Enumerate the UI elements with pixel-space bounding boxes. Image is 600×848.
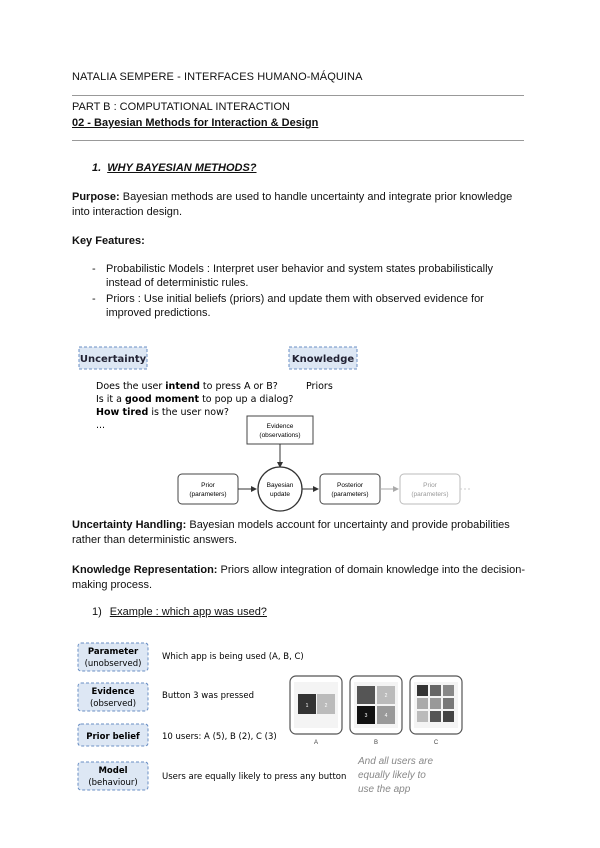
phone-c-button xyxy=(443,685,454,696)
phone-c-button xyxy=(443,698,454,709)
prior-belief-label: Prior belief xyxy=(86,732,140,742)
phone-b xyxy=(350,676,402,746)
svg-text:1: 1 xyxy=(305,703,309,709)
handwritten-note-line3: use the app xyxy=(358,784,411,795)
parameter-line1: Parameter xyxy=(87,647,139,657)
phone-b-button-1 xyxy=(357,686,375,704)
evidence-description: Button 3 was pressed xyxy=(162,691,254,701)
posterior-node-line1: Posterior xyxy=(336,482,364,489)
phone-c-button xyxy=(443,711,454,722)
question-ellipsis: ... xyxy=(96,420,106,431)
phone-a-label: A xyxy=(313,740,319,746)
next-prior-node xyxy=(400,474,460,504)
next-prior-line2: (parameters) xyxy=(411,491,449,498)
knowledge-representation-paragraph xyxy=(72,563,527,593)
phone-c-button xyxy=(417,711,428,722)
svg-text:2: 2 xyxy=(384,693,388,699)
parameter-description: Which app is being used (A, B, C) xyxy=(162,652,304,662)
question-1: Does the user intend to press A or B? xyxy=(96,381,278,392)
uncertainty-handling-paragraph xyxy=(72,518,527,548)
evidence-line2: (observed) xyxy=(89,699,137,709)
phone-c-label: C xyxy=(433,740,439,746)
handwritten-note-line1: And all users are xyxy=(358,756,434,767)
bayesian-update-diagram xyxy=(72,340,532,512)
app-example-diagram xyxy=(72,636,532,806)
knowledge-label: Knowledge xyxy=(291,354,355,365)
next-prior-line1: Prior xyxy=(423,482,437,489)
part-title: PART B : COMPUTATIONAL INTERACTION xyxy=(72,101,290,113)
question-3: How tired is the user now? xyxy=(96,407,229,418)
uncertainty-label: Uncertainty xyxy=(79,354,147,365)
question-2: Is it a good moment to pop up a dialog? xyxy=(96,394,294,405)
list-item: - Priors : Use initial beliefs (priors) and update them with observed evidence for improved predictions. xyxy=(92,293,484,319)
evidence-node xyxy=(247,416,313,444)
handwritten-note-line2: equally likely to xyxy=(358,770,426,781)
phone-a xyxy=(290,676,342,746)
key-features-list xyxy=(92,262,522,322)
prior-node-line2: (parameters) xyxy=(189,491,227,498)
phone-c-button xyxy=(417,698,428,709)
uncertainty-handling-text: Bayesian models account for uncertainty and provide probabilities rather than deterministic answers. xyxy=(72,519,510,546)
phone-b-label: B xyxy=(373,740,379,746)
svg-text:3: 3 xyxy=(364,713,368,719)
phone-c-button xyxy=(430,711,441,722)
phone-c xyxy=(410,676,462,746)
prior-node-line1: Prior xyxy=(201,482,215,489)
example-title: Example : which app was used? xyxy=(109,606,267,618)
header-divider xyxy=(72,95,524,96)
document-header: NATALIA SEMPERE - INTERFACES HUMANO-MÁQUINA xyxy=(72,71,363,83)
purpose-paragraph xyxy=(72,190,527,220)
purpose-label: Purpose: xyxy=(72,191,120,203)
evidence-line1: Evidence xyxy=(91,687,135,697)
knowledge-representation-text: Priors allow integration of domain knowledge into the decision-making process. xyxy=(72,564,526,591)
list-item-text: Priors : Use initial beliefs (priors) and update them with observed evidence for improved predictions. xyxy=(106,293,484,319)
section-title: WHY BAYESIAN METHODS? xyxy=(107,162,257,174)
phone-c-button xyxy=(417,685,428,696)
phone-c-button xyxy=(430,685,441,696)
svg-text:2: 2 xyxy=(324,703,328,709)
section-number: 1. xyxy=(92,162,102,174)
evidence-node-line2: (observations) xyxy=(259,432,301,439)
model-description: Users are equally likely to press any button xyxy=(162,772,347,782)
priors-text: Priors xyxy=(306,381,333,392)
prior-belief-description: 10 users: A (5), B (2), C (3) xyxy=(162,732,277,742)
title-divider xyxy=(72,140,524,141)
chapter-title: 02 - Bayesian Methods for Interaction & Design xyxy=(72,117,319,129)
phone-c-button xyxy=(430,698,441,709)
model-line2: (behaviour) xyxy=(88,778,138,788)
example-heading xyxy=(92,606,267,618)
parameter-line2: (unobserved) xyxy=(84,659,142,669)
prior-node xyxy=(178,474,238,504)
list-item-text: Probabilistic Models : Interpret user behavior and system states probabilistically instead of deterministic rules. xyxy=(106,263,494,289)
knowledge-representation-label: Knowledge Representation: xyxy=(72,564,218,576)
bayes-update-node xyxy=(258,467,302,511)
evidence-node-line1: Evidence xyxy=(266,423,294,430)
model-line1: Model xyxy=(98,766,128,776)
example-number: 1) xyxy=(92,606,102,618)
list-item: - Probabilistic Models : Interpret user behavior and system states probabilistically instead of deterministic rules. xyxy=(92,263,494,289)
posterior-node-line2: (parameters) xyxy=(331,491,369,498)
bayes-node-line1: Bayesian xyxy=(266,482,294,489)
section-heading xyxy=(92,162,257,174)
posterior-node xyxy=(320,474,380,504)
uncertainty-handling-label: Uncertainty Handling: xyxy=(72,519,187,531)
svg-text:4: 4 xyxy=(384,713,388,719)
bayes-node-line2: update xyxy=(270,491,290,498)
purpose-text: Bayesian methods are used to handle uncertainty and integrate prior knowledge into interaction design. xyxy=(72,191,513,218)
key-features-label: Key Features: xyxy=(72,235,145,247)
